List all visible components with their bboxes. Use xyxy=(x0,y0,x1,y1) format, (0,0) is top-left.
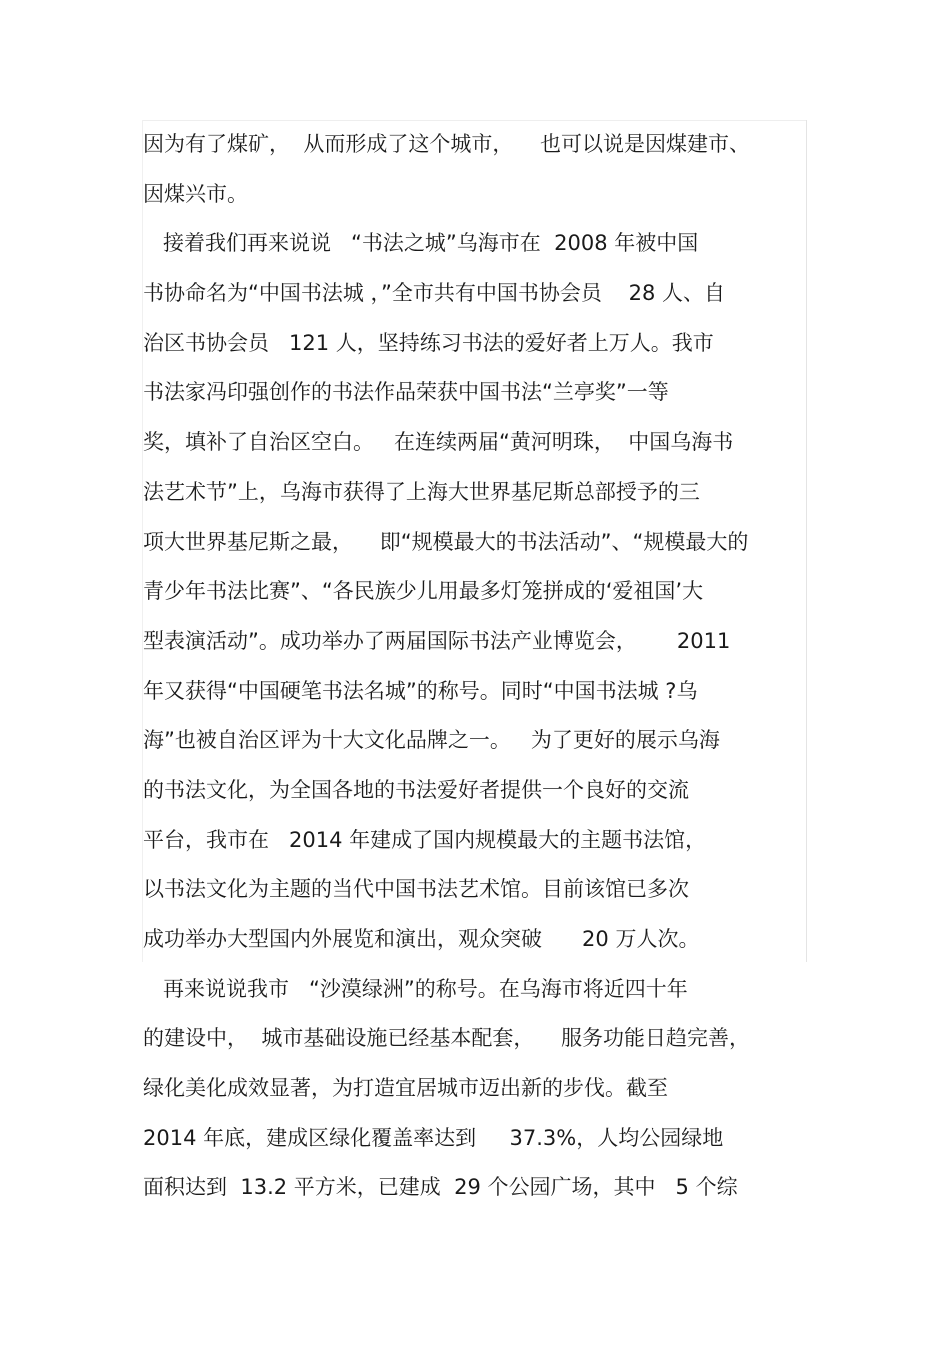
text-line: 因煤兴市。 xyxy=(143,181,248,206)
text-line: 项大世界基尼斯之最， 即“规模最大的书法活动”、“规模最大的 xyxy=(143,529,749,554)
text-line: 的书法文化，为全国各地的书法爱好者提供一个良好的交流 xyxy=(143,777,689,802)
text-line: 青少年书法比赛”、“各民族少儿用最多灯笼拼成的‘爱祖国’大 xyxy=(143,579,704,604)
text-line: 因为有了煤矿， 从而形成了这个城市， 也可以说是因煤建市、 xyxy=(143,132,751,156)
text-line: 面积达到 13.2 平方米，已建成 29 个公园广场，其中 5 个综 xyxy=(143,1175,738,1200)
text-line: 型表演活动”。成功举办了两届国际书法产业博览会， 2011 xyxy=(143,628,731,653)
text-line: 绿化美化成效显著，为打造宜居城市迈出新的步伐。截至 xyxy=(143,1076,668,1101)
text-line: 海”也被自治区评为十大文化品牌之一。 为了更好的展示乌海 xyxy=(143,728,720,753)
text-line: 的建设中， 城市基础设施已经基本配套， 服务功能日趋完善， xyxy=(143,1026,751,1051)
text-line: 年又获得“中国硬笔书法名城”的称号。同时“中国书法城 ?乌 xyxy=(143,678,698,703)
text-line: 再来说说我市 “沙漠绿洲”的称号。在乌海市将近四十年 xyxy=(143,976,688,1001)
text-line: 书协命名为“中国书法城 ，”全市共有中国书协会员 28 人、自 xyxy=(143,281,726,306)
text-line: 以书法文化为主题的当代中国书法艺术馆。目前该馆已多次 xyxy=(143,877,689,902)
text-line: 2014 年底，建成区绿化覆盖率达到 37.3%，人均公园绿地 xyxy=(143,1125,724,1150)
text-line: 成功举办大型国内外展览和演出，观众突破 20 万人次。 xyxy=(143,927,700,951)
text-line: 奖，填补了自治区空白。 在连续两届“黄河明珠， 中国乌海书 xyxy=(143,430,734,455)
text-line: 治区书协会员 121 人，坚持练习书法的爱好者上万人。我市 xyxy=(143,330,714,355)
body-text xyxy=(143,120,813,1213)
text-line: 书法家冯印强创作的书法作品荣获中国书法“兰亭奖”一等 xyxy=(143,380,669,405)
text-line: 接着我们再来说说 “书法之城”乌海市在 2008 年被中国 xyxy=(143,231,699,256)
text-line: 法艺术节”上，乌海市获得了上海大世界基尼斯总部授予的三 xyxy=(143,479,700,504)
text-line: 平台，我市在 2014 年建成了国内规模最大的主题书法馆， xyxy=(143,827,707,852)
